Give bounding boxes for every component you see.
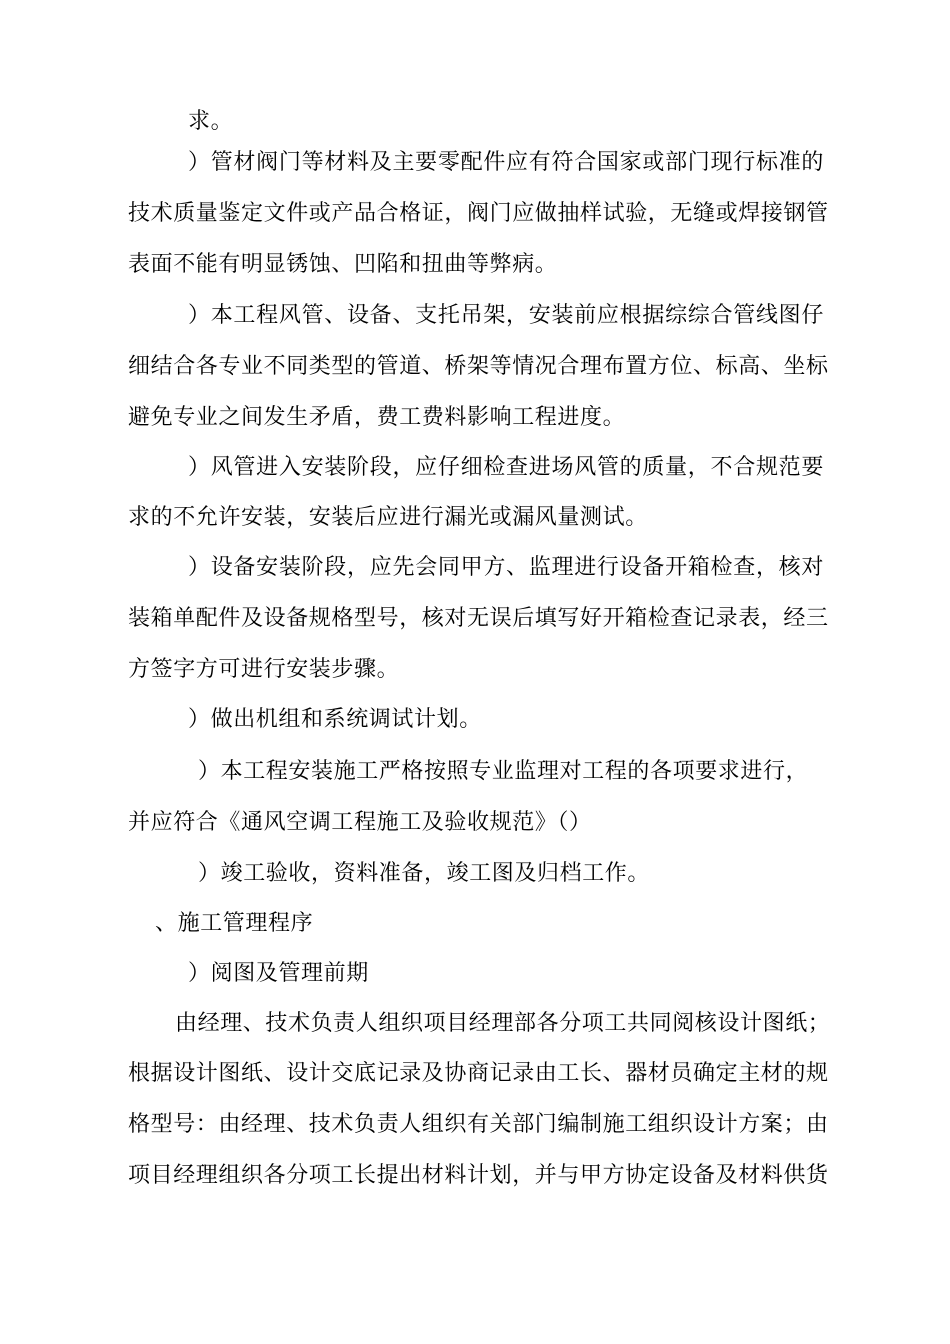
text-line-8: ）风管进入安装阶段，应仔细检查进场风管的质量，不合规范要 [188, 455, 824, 480]
text-line-2: ）管材阀门等材料及主要零配件应有符合国家或部门现行标准的 [188, 150, 824, 175]
text-line-4: 表面不能有明显锈蚀、凹陷和扭曲等弊病。 [128, 252, 558, 277]
text-line-19: 由经理、技术负责人组织项目经理部各分项工共同阅核设计图纸； [175, 1011, 831, 1036]
text-line-9: 求的不允许安装，安装后应进行漏光或漏风量测试。 [128, 505, 648, 530]
text-line-13: ）做出机组和系统调试计划。 [188, 707, 482, 732]
text-line-21: 格型号：由经理、技术负责人组织有关部门编制施工组织设计方案；由 [128, 1112, 829, 1137]
text-line-16: ）竣工验收，资料准备，竣工图及归档工作。 [198, 861, 651, 886]
text-line-6: 细结合各专业不同类型的管道、桥架等情况合理布置方位、标高、坐标 [128, 354, 829, 379]
text-line-20: 根据设计图纸、设计交底记录及协商记录由工长、器材员确定主材的规 [128, 1061, 829, 1086]
section-heading: 、施工管理程序 [155, 911, 314, 936]
text-line-3: 技术质量鉴定文件或产品合格证，阀门应做抽样试验，无缝或焊接钢管 [128, 201, 829, 226]
text-line-15: 并应符合《通风空调工程施工及验收规范》（） [128, 810, 592, 835]
text-line-11: 装箱单配件及设备规格型号，核对无误后填写好开箱检查记录表，经三 [128, 606, 829, 631]
text-line-14: ）本工程安装施工严格按照专业监理对工程的各项要求进行， [198, 759, 809, 784]
subsection-heading: ）阅图及管理前期 [188, 961, 369, 986]
text-line-10: ）设备安装阶段，应先会同甲方、监理进行设备开箱检查，核对 [188, 555, 824, 580]
text-line-5: ）本工程风管、设备、支托吊架，安装前应根据综综合管线图仔 [188, 303, 824, 328]
text-line-7: 避免专业之间发生矛盾，费工费料影响工程进度。 [128, 405, 626, 430]
text-line-12: 方签字方可进行安装步骤。 [128, 657, 400, 682]
text-line-22: 项目经理组织各分项工长提出材料计划，并与甲方协定设备及材料供货 [128, 1163, 829, 1188]
text-line-1: 求。 [188, 109, 234, 134]
